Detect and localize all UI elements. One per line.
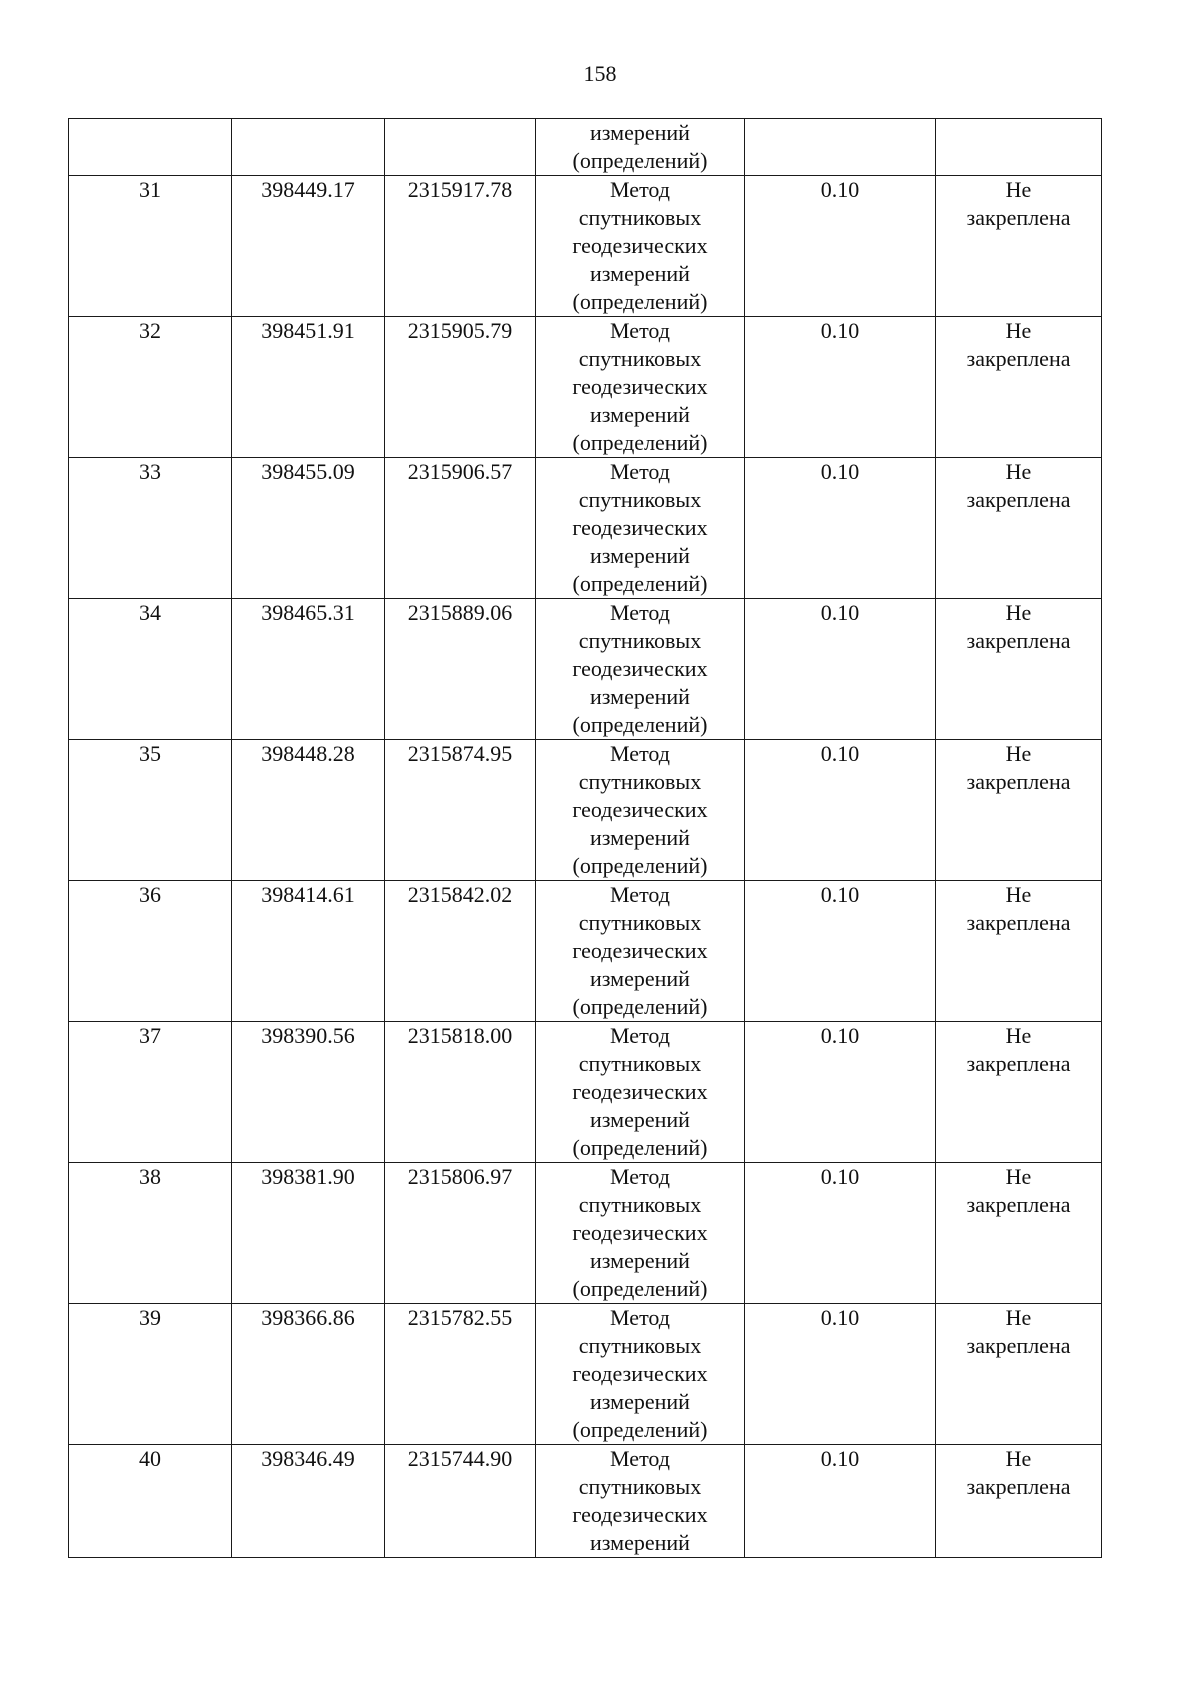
method-line: геодезических	[572, 1361, 708, 1386]
table-row	[69, 881, 1102, 1022]
cell-y-coordinate	[385, 119, 536, 176]
method-line: Метод	[610, 1305, 670, 1330]
method-line: (определений)	[572, 1276, 708, 1301]
fixation-line: Не	[1005, 1305, 1032, 1330]
fixation-line: Не	[1005, 459, 1032, 484]
table-row	[69, 1304, 1102, 1445]
method-line: геодезических	[572, 233, 708, 258]
cell-x-coordinate: 398366.86	[232, 1304, 385, 1445]
cell-fixation	[936, 1163, 1102, 1304]
table-row	[69, 176, 1102, 317]
fixation-line: Не	[1005, 1023, 1032, 1048]
fixation-line: закреплена	[966, 1192, 1071, 1217]
method-line: геодезических	[572, 374, 708, 399]
cell-accuracy: 0.10	[745, 1022, 936, 1163]
table-row	[69, 317, 1102, 458]
method-line: спутниковых	[578, 205, 702, 230]
table-row	[69, 740, 1102, 881]
method-line: (определений)	[572, 289, 708, 314]
cell-fixation	[936, 1022, 1102, 1163]
cell-x-coordinate	[232, 119, 385, 176]
fixation-line: закреплена	[966, 1051, 1071, 1076]
cell-fixation	[936, 1445, 1102, 1558]
method-line: геодезических	[572, 515, 708, 540]
cell-point-number: 33	[69, 458, 232, 599]
method-line: спутниковых	[578, 769, 702, 794]
cell-y-coordinate: 2315782.55	[385, 1304, 536, 1445]
method-line: измерений	[590, 825, 690, 850]
cell-point-number: 37	[69, 1022, 232, 1163]
cell-fixation	[936, 740, 1102, 881]
method-line: Метод	[610, 882, 670, 907]
cell-accuracy: 0.10	[745, 599, 936, 740]
method-line: Метод	[610, 1023, 670, 1048]
cell-method	[536, 881, 745, 1022]
method-line: измерений	[590, 1389, 690, 1414]
cell-y-coordinate: 2315842.02	[385, 881, 536, 1022]
cell-method	[536, 1163, 745, 1304]
method-line: спутниковых	[578, 487, 702, 512]
cell-point-number: 39	[69, 1304, 232, 1445]
method-line: спутниковых	[578, 910, 702, 935]
method-line: Метод	[610, 177, 670, 202]
method-line: измерений	[590, 120, 690, 145]
method-line: геодезических	[572, 1502, 708, 1527]
cell-accuracy: 0.10	[745, 458, 936, 599]
cell-accuracy	[745, 119, 936, 176]
cell-y-coordinate: 2315818.00	[385, 1022, 536, 1163]
method-line: измерений	[590, 1530, 690, 1555]
cell-fixation	[936, 881, 1102, 1022]
cell-point-number: 40	[69, 1445, 232, 1558]
fixation-line: Не	[1005, 1446, 1032, 1471]
cell-fixation	[936, 1304, 1102, 1445]
method-line: спутниковых	[578, 1051, 702, 1076]
cell-y-coordinate: 2315917.78	[385, 176, 536, 317]
cell-method	[536, 1304, 745, 1445]
table-row	[69, 1163, 1102, 1304]
cell-method	[536, 317, 745, 458]
fixation-line: закреплена	[966, 1333, 1071, 1358]
method-line: спутниковых	[578, 1333, 702, 1358]
method-line: измерений	[590, 261, 690, 286]
cell-method	[536, 1445, 745, 1558]
method-line: Метод	[610, 459, 670, 484]
cell-method	[536, 599, 745, 740]
cell-y-coordinate: 2315744.90	[385, 1445, 536, 1558]
cell-fixation	[936, 176, 1102, 317]
method-line: (определений)	[572, 430, 708, 455]
cell-point-number: 35	[69, 740, 232, 881]
cell-accuracy: 0.10	[745, 1163, 936, 1304]
cell-point-number: 38	[69, 1163, 232, 1304]
fixation-line: закреплена	[966, 346, 1071, 371]
cell-accuracy: 0.10	[745, 176, 936, 317]
table-row	[69, 1445, 1102, 1558]
cell-x-coordinate: 398448.28	[232, 740, 385, 881]
method-line: (определений)	[572, 148, 708, 173]
method-line: (определений)	[572, 571, 708, 596]
method-line: спутниковых	[578, 628, 702, 653]
method-line: измерений	[590, 402, 690, 427]
cell-y-coordinate: 2315905.79	[385, 317, 536, 458]
fixation-line: Не	[1005, 1164, 1032, 1189]
method-line: (определений)	[572, 1135, 708, 1160]
cell-x-coordinate: 398449.17	[232, 176, 385, 317]
cell-accuracy: 0.10	[745, 740, 936, 881]
cell-y-coordinate: 2315806.97	[385, 1163, 536, 1304]
cell-method	[536, 1022, 745, 1163]
method-line: (определений)	[572, 1417, 708, 1442]
method-line: геодезических	[572, 797, 708, 822]
method-line: спутниковых	[578, 1192, 702, 1217]
cell-x-coordinate: 398451.91	[232, 317, 385, 458]
fixation-line: закреплена	[966, 769, 1071, 794]
method-line: спутниковых	[578, 346, 702, 371]
cell-point-number: 32	[69, 317, 232, 458]
fixation-line: Не	[1005, 318, 1032, 343]
cell-x-coordinate: 398390.56	[232, 1022, 385, 1163]
fixation-line: закреплена	[966, 1474, 1071, 1499]
cell-point-number: 36	[69, 881, 232, 1022]
cell-method	[536, 740, 745, 881]
coordinates-table	[68, 118, 1102, 1558]
cell-x-coordinate: 398346.49	[232, 1445, 385, 1558]
cell-fixation	[936, 599, 1102, 740]
cell-accuracy: 0.10	[745, 881, 936, 1022]
method-line: измерений	[590, 1107, 690, 1132]
coordinates-table-body	[69, 119, 1102, 1558]
method-line: геодезических	[572, 938, 708, 963]
fixation-line: закреплена	[966, 628, 1071, 653]
continuation-row	[69, 119, 1102, 176]
method-line: Метод	[610, 1164, 670, 1189]
cell-x-coordinate: 398381.90	[232, 1163, 385, 1304]
cell-point-number: 34	[69, 599, 232, 740]
cell-y-coordinate: 2315889.06	[385, 599, 536, 740]
fixation-line: Не	[1005, 741, 1032, 766]
method-line: Метод	[610, 1446, 670, 1471]
cell-accuracy: 0.10	[745, 1445, 936, 1558]
cell-fixation	[936, 317, 1102, 458]
table-row	[69, 599, 1102, 740]
fixation-line: Не	[1005, 177, 1032, 202]
method-line: Метод	[610, 318, 670, 343]
cell-point-number: 31	[69, 176, 232, 317]
fixation-line: закреплена	[966, 205, 1071, 230]
method-line: измерений	[590, 684, 690, 709]
fixation-line: Не	[1005, 600, 1032, 625]
fixation-line: закреплена	[966, 910, 1071, 935]
cell-accuracy: 0.10	[745, 317, 936, 458]
method-line: (определений)	[572, 994, 708, 1019]
method-line: измерений	[590, 966, 690, 991]
cell-accuracy: 0.10	[745, 1304, 936, 1445]
method-line: измерений	[590, 1248, 690, 1273]
method-line: геодезических	[572, 656, 708, 681]
cell-method	[536, 458, 745, 599]
cell-fixation	[936, 458, 1102, 599]
cell-method	[536, 176, 745, 317]
fixation-line: Не	[1005, 882, 1032, 907]
cell-fixation	[936, 119, 1102, 176]
page-number: 158	[583, 61, 617, 86]
cell-x-coordinate: 398455.09	[232, 458, 385, 599]
fixation-line: закреплена	[966, 487, 1071, 512]
cell-point-number	[69, 119, 232, 176]
cell-x-coordinate: 398465.31	[232, 599, 385, 740]
method-line: измерений	[590, 543, 690, 568]
method-line: спутниковых	[578, 1474, 702, 1499]
method-line: (определений)	[572, 712, 708, 737]
table-row	[69, 458, 1102, 599]
method-line: Метод	[610, 741, 670, 766]
cell-y-coordinate: 2315874.95	[385, 740, 536, 881]
cell-x-coordinate: 398414.61	[232, 881, 385, 1022]
cell-y-coordinate: 2315906.57	[385, 458, 536, 599]
method-line: геодезических	[572, 1220, 708, 1245]
method-line: Метод	[610, 600, 670, 625]
cell-method	[536, 119, 745, 176]
table-row	[69, 1022, 1102, 1163]
method-line: геодезических	[572, 1079, 708, 1104]
method-line: (определений)	[572, 853, 708, 878]
